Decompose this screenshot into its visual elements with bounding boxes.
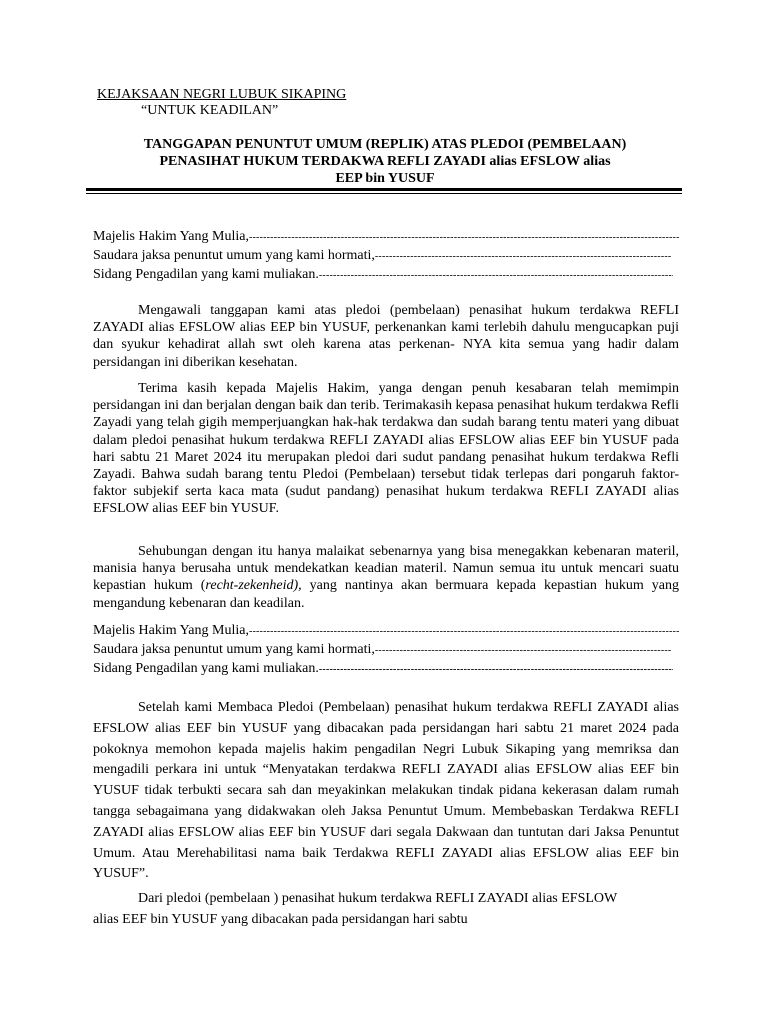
salutation-line	[93, 659, 679, 678]
dash-leader	[375, 247, 671, 266]
title-divider-thin	[86, 193, 682, 194]
paragraph-truth	[93, 543, 679, 612]
dash-leader	[249, 228, 679, 247]
organization-name: KEJAKSAAN NEGRI LUBUK SIKAPING	[97, 87, 347, 102]
italic-term: recht-zekenheid),	[205, 578, 302, 594]
salutation-block-1	[93, 227, 679, 284]
title-divider-thick	[86, 188, 682, 191]
title-line-3: EEP bin YUSUF	[335, 171, 435, 186]
salutation-text: Majelis Hakim Yang Mulia,	[93, 229, 249, 244]
title-line-2: PENASIHAT HUKUM TERDAKWA REFLI ZAYADI alias EFSLOW alias	[159, 154, 611, 169]
dash-leader	[319, 266, 673, 285]
salutation-line	[93, 621, 679, 640]
paragraph-text: Sehubungan dengan itu hanya malaikat sebenarnya yang bisa menegakkan kebenaran materil, manisia hanya berusaha untuk mendekatkan keadian materil. Namun semua itu untuk mencari suatu kepastian hukum (	[93, 544, 679, 594]
title-line-1: TANGGAPAN PENUNTUT UMUM (REPLIK) ATAS PLEDOI (PEMBELAAN)	[143, 137, 627, 152]
paragraph-thanks: Terima kasih kepada Majelis Hakim, yanga dengan penuh kesabaran telah memimpin persidangan ini dan berjalan dengan baik dan terib. Terimakasih kepasa penasihat hukum terdakwa Refli Zayadi yang telah gigih memperjuangkan hak-hak terdakwa dan sudah barang tentu materi yang dibuat dalam pledoi penasihat hukum terdakwa REFLI ZAYADI alias EFSLOW alias EEF bin YUSUF pada hari sabtu 21 Maret 2024 itu merupakan pledoi dari sudut pandang penasihat hukum terdakwa Refli Zayadi. Bahwa sudah barang tentu Pledoi (Pembelaan) tersebut tidak terlepas dari pongaruh faktor- faktor subjekif serta kaca mata (sudut pandang) penasihat hukum terdakwa REFLI ZAYADI alias EFSLOW alias EEF bin YUSUF.	[93, 381, 679, 517]
salutation-line	[93, 227, 679, 246]
salutation-text: Sidang Pengadilan yang kami muliakan.	[93, 267, 319, 282]
salutation-text: Saudara jaksa penuntut umum yang kami hormati,	[93, 642, 375, 657]
dash-leader	[319, 660, 673, 679]
salutation-block-2	[93, 621, 679, 678]
paragraph-line: Dari pledoi (pembelaan ) penasihat hukum terdakwa REFLI ZAYADI alias EFSLOW	[138, 891, 618, 906]
salutation-line	[93, 246, 679, 265]
salutation-text: Majelis Hakim Yang Mulia,	[93, 623, 249, 638]
paragraph-text: yang nantinya akan bermuara kepada kepastian hukum yang mengandung kebenaran dan keadilan.	[93, 578, 679, 611]
document-title	[92, 136, 678, 187]
salutation-text: Sidang Pengadilan yang kami muliakan.	[93, 661, 319, 676]
dash-leader	[375, 641, 671, 660]
dash-leader	[249, 622, 679, 641]
organization-motto: “UNTUK KEADILAN”	[141, 103, 279, 118]
paragraph-opening: Mengawali tanggapan kami atas pledoi (pembelaan) penasihat hukum terdakwa REFLI ZAYADI alias EFSLOW alias EEP bin YUSUF, perkenankan kami terlebih dahulu mengucapkan puji dan syukur kehadirat allah swt oleh karena atas perkenan- NYA kita semua yang hadir dalam persidangan ini diberikan kesehatan.	[93, 303, 679, 370]
salutation-line	[93, 265, 679, 284]
paragraph-pledoi-followup	[93, 888, 679, 930]
paragraph-line: alias EEF bin YUSUF yang dibacakan pada persidangan hari sabtu	[93, 912, 468, 927]
salutation-line	[93, 640, 679, 659]
paragraph-pledoi-summary: Setelah kami Membaca Pledoi (Pembelaan) penasihat hukum terdakwa REFLI ZAYADI alias EFSLOW alias EEF bin YUSUF yang dibacakan pada persidangan hari sabtu 21 maret 2024 pada pokoknya memohon kepada majelis hakim pengadilan Negri Lubuk Sikaping yang memriksa dan mengadili perkara ini untuk “Menyatakan terdakwa REFLI ZAYADI alias EFSLOW alias EEF bin YUSUF tidak terbukti secara sah dan meyakinkan melakukan tindak pidana kekerasan dalam rumah tangga sebagaimana yang didakwakan oleh Jaksa Penuntut Umum. Membebaskan Terdakwa REFLI ZAYADI alias EFSLOW alias EEF bin YUSUF dari segala Dakwaan dan tuntutan dari Jaksa Penuntut Umum. Atau Merehabilitasi nama baik Terdakwa REFLI ZAYADI alias EFSLOW alias EEF bin YUSUF”.	[93, 700, 679, 882]
salutation-text: Saudara jaksa penuntut umum yang kami hormati,	[93, 248, 375, 263]
